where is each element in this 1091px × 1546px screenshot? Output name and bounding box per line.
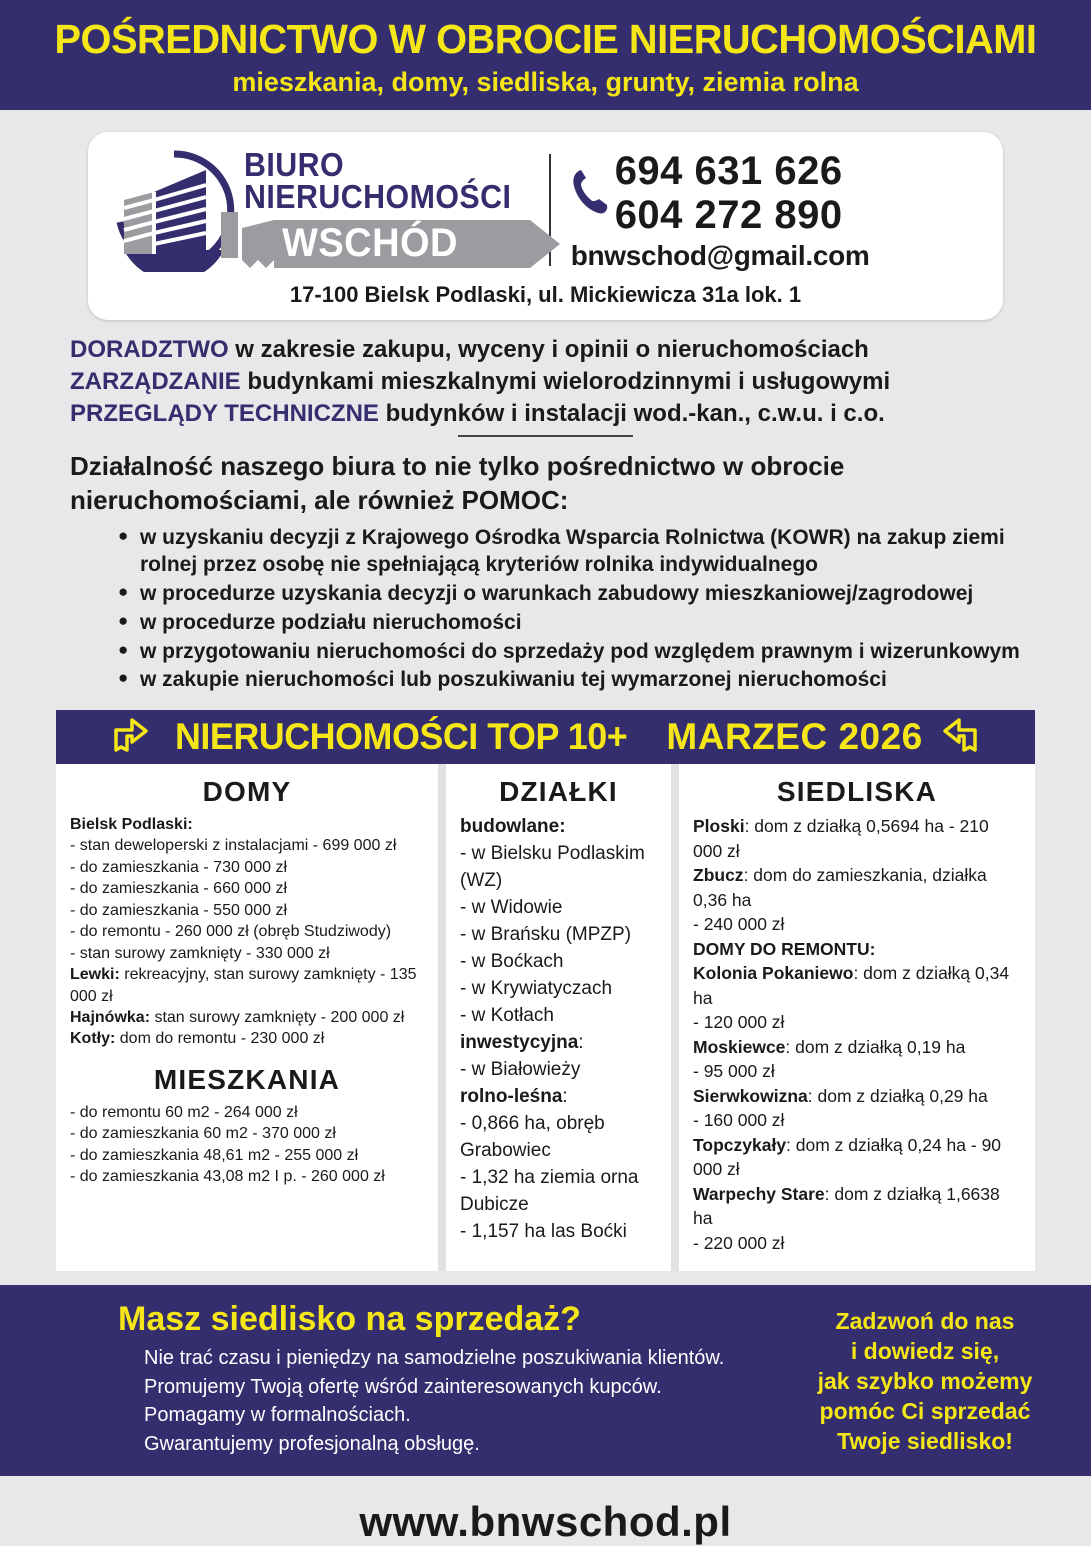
item-label: budowlane: <box>460 816 566 838</box>
list-item-label: w zakupie nieruchomości lub poszukiwaniu tej wymarzonej nieruchomości <box>140 668 887 692</box>
dzialki-items <box>460 814 657 1246</box>
list-item <box>693 1133 1021 1182</box>
listings-column-siedliska <box>679 764 1035 1271</box>
services-list <box>70 334 1021 437</box>
key-shape <box>238 216 535 272</box>
item-text: - w Krywiatyczach <box>460 977 613 999</box>
item-text: stan surowy zamknięty - 200 000 zł <box>150 1008 405 1026</box>
arrow-up-left-icon <box>941 716 979 759</box>
website-url[interactable]: www.bnwschod.pl <box>359 1498 732 1545</box>
contact-block <box>571 149 981 273</box>
list-item <box>70 814 424 835</box>
cta-headline: Masz siedlisko na sprzedaż? <box>118 1300 581 1339</box>
item-text: - 120 000 zł <box>693 1012 785 1033</box>
item-label: Warpechy Stare <box>693 1183 825 1204</box>
service-item <box>70 334 1021 366</box>
list-item <box>693 814 1021 863</box>
item-label: Moskiewce <box>693 1036 786 1057</box>
banner-title: NIERUCHOMOŚCI TOP 10+ <box>175 716 628 758</box>
listings-container <box>56 764 1035 1271</box>
item-label: Kotły: <box>70 1030 116 1048</box>
item-text: : <box>562 1085 568 1107</box>
page-title: POŚREDNICTWO W OBROCIE NIERUCHOMOŚCIAMI <box>54 16 1037 62</box>
item-label: DOMY DO REMONTU: <box>693 938 876 959</box>
item-label: inwestycyjna <box>460 1031 579 1053</box>
item-label: Hajnówka: <box>70 1008 151 1026</box>
list-item <box>460 895 657 922</box>
phone-number-1[interactable]: 694 631 626 <box>614 148 843 193</box>
cta-right-block <box>781 1301 1091 1458</box>
list-item: - do zamieszkania 43,08 m2 I p. - 260 000 zł <box>70 1168 385 1186</box>
item-text: - do remontu - 260 000 zł (obręb Studziwody) <box>70 923 392 941</box>
logo-contact-card <box>88 132 1003 320</box>
email-address[interactable]: bnwschod@gmail.com <box>570 240 870 272</box>
item-text: - w Kotłach <box>460 1004 554 1026</box>
item-text: - do zamieszkania - 730 000 zł <box>70 858 287 876</box>
cta-right-line: Zadzwoń do nas <box>835 1308 1015 1335</box>
list-item <box>70 964 424 1007</box>
list-item-label: w procedurze podziału nieruchomości <box>140 610 522 634</box>
item-text: - 0,866 ha, obręb Grabowiec <box>460 1112 605 1161</box>
list-item <box>70 857 424 878</box>
help-bullet-list <box>118 524 1021 694</box>
page-subtitle: mieszkania, domy, siedliska, grunty, ziemia rolna <box>232 67 859 98</box>
list-item <box>70 1007 424 1028</box>
list-item <box>118 609 1021 637</box>
cta-right-line: Twoje siedlisko! <box>837 1427 1013 1454</box>
item-text: - w Białowieży <box>460 1058 581 1080</box>
item-text: - do zamieszkania - 660 000 zł <box>70 880 287 898</box>
item-text: - 240 000 zł <box>693 914 785 935</box>
list-item <box>118 666 1021 694</box>
list-item-label: w uzyskaniu decyzji z Krajowego Ośrodka Wsparcia Rolnictwa (KOWR) na zakup ziemi rolnej przez osobę nie spełniającą kryteriów rolnika indywidualnego <box>140 525 1005 577</box>
item-text: - 160 000 zł <box>693 1110 785 1131</box>
service-text: budynków i instalacji wod.-kan., c.w.u. i c.o. <box>378 400 885 428</box>
item-text: - w Bielsku Podlaskim (WZ) <box>460 843 645 891</box>
list-item: - do remontu 60 m2 - 264 000 zł <box>70 1103 298 1121</box>
list-item <box>460 1084 657 1111</box>
logo-block <box>110 145 535 272</box>
list-item <box>460 1003 657 1030</box>
list-item <box>70 900 424 921</box>
item-text: - w Widowie <box>460 896 563 918</box>
cta-body-line: Pomagamy w formalnościach. <box>144 1404 411 1427</box>
list-item <box>693 1035 1021 1060</box>
item-text: : dom z działką 0,24 ha - 90 000 zł <box>693 1134 1002 1180</box>
domy-items <box>70 814 424 1050</box>
item-text: - do zamieszkania - 550 000 zł <box>70 901 287 919</box>
item-text: : dom z działką 0,5694 ha - 210 000 zł <box>693 816 989 861</box>
bullet-dot-icon: ● <box>118 610 129 630</box>
item-label: Lewki: <box>70 966 120 984</box>
list-item-label: w procedurze uzyskania decyzji o warunkach zabudowy mieszkaniowej/zagrodowej <box>140 582 974 606</box>
phone-icon <box>571 167 615 220</box>
list-item <box>460 922 657 949</box>
siedliska-items <box>693 814 1021 1255</box>
list-item-label: w przygotowaniu nieruchomości do sprzedaży pod względem prawnym i wizerunkowym <box>140 639 1020 663</box>
brand-line-2: NIERUCHOMOŚCI <box>244 177 512 215</box>
list-item: - do zamieszkania 60 m2 - 370 000 zł <box>70 1125 336 1143</box>
item-text: dom do remontu - 230 000 zł <box>115 1030 325 1048</box>
column-title: SIEDLISKA <box>776 776 938 808</box>
item-text: - 95 000 zł <box>693 1061 775 1082</box>
banner-month: MARZEC 2026 <box>666 716 923 758</box>
list-item <box>460 841 657 895</box>
service-keyword: ZARZĄDZANIE <box>70 368 241 396</box>
bullet-dot-icon: ● <box>118 668 129 688</box>
list-item <box>693 1084 1021 1109</box>
service-keyword: PRZEGLĄDY TECHNICZNE <box>70 400 379 428</box>
phone-number-2[interactable]: 604 272 890 <box>614 193 843 238</box>
item-label: Sierwkowizna <box>693 1085 808 1106</box>
section-divider <box>458 435 633 437</box>
service-text: w zakresie zakupu, wyceny i opinii o nieruchomościach <box>228 336 869 364</box>
item-label: Topczykały <box>693 1134 787 1155</box>
mieszkania-items <box>70 1102 424 1188</box>
listings-column-domy <box>56 764 438 1271</box>
list-item <box>460 1030 657 1057</box>
item-text: : dom z działką 0,34 ha <box>693 963 1010 1008</box>
service-text: budynkami mieszkalnymi wielorodzinnymi i usługowymi <box>240 368 891 396</box>
cta-left-block <box>0 1301 781 1458</box>
header-banner <box>0 0 1091 110</box>
brand-key-label: WSCHÓD <box>282 220 458 265</box>
column-title: DZIAŁKI <box>499 776 618 808</box>
item-text: - w Boćkach <box>460 950 564 972</box>
column-title: DOMY <box>202 776 292 808</box>
list-item <box>460 1111 657 1165</box>
top10-banner <box>56 710 1035 764</box>
item-text: : <box>578 1031 584 1053</box>
service-item <box>70 366 1021 398</box>
list-item <box>460 976 657 1003</box>
cta-right-line: jak szybko możemy <box>817 1367 1033 1394</box>
item-text: - w Brańsku (MPZP) <box>460 923 632 945</box>
bullet-dot-icon: ● <box>118 525 129 545</box>
item-label: Kolonia Pokaniewo <box>693 963 854 984</box>
column-subtitle: MIESZKANIA <box>153 1063 341 1095</box>
arrow-up-right-icon <box>112 716 150 759</box>
cta-body-line: Gwarantujemy profesjonalną obsługę. <box>144 1432 480 1455</box>
bullet-dot-icon: ● <box>118 582 129 602</box>
list-item <box>460 949 657 976</box>
list-item <box>460 814 657 841</box>
list-item <box>70 878 424 899</box>
item-text: - stan deweloperski z instalacjami - 699 000 zł <box>70 837 397 855</box>
building-icon <box>110 148 238 272</box>
cta-body-line: Nie trać czasu i pieniędzy na samodzielne poszukiwania klientów. <box>144 1347 725 1370</box>
item-text: rekreacyjny, stan surowy zamknięty - 135 000 zł <box>70 966 417 1005</box>
item-text: - 220 000 zł <box>693 1232 785 1253</box>
item-text: - 1,32 ha ziemia orna Dubicze <box>460 1166 639 1215</box>
list-item <box>70 835 424 856</box>
list-item <box>118 638 1021 666</box>
item-text: : dom z działką 1,6638 ha <box>693 1183 1000 1229</box>
list-item <box>70 1028 424 1049</box>
list-item <box>460 1057 657 1084</box>
intro-paragraph: Działalność naszego biura to nie tylko pośrednictwo w obrocie nieruchomościami, ale również POMOC: <box>70 451 845 516</box>
item-text: : dom do zamieszkania, działka 0,36 ha <box>693 865 987 910</box>
footer <box>0 1476 1091 1546</box>
item-text: - stan surowy zamknięty - 330 000 zł <box>70 944 330 962</box>
service-keyword: DORADZTWO <box>70 336 229 364</box>
list-item <box>693 912 1021 937</box>
brand-line-1: BIURO <box>244 145 345 183</box>
cta-body-line: Promujemy Twoją ofertę wśród zainteresowanych kupców. <box>144 1375 662 1398</box>
list-item <box>70 921 424 942</box>
list-item <box>693 1010 1021 1035</box>
cta-right-line: pomóc Ci sprzedać <box>819 1397 1031 1424</box>
cta-section <box>0 1285 1091 1476</box>
bullet-dot-icon: ● <box>118 639 129 659</box>
cta-right-line: i dowiedz się, <box>850 1337 1000 1364</box>
item-label: Bielsk Podlaski: <box>70 816 193 834</box>
list-item <box>118 580 1021 608</box>
list-item <box>693 1108 1021 1133</box>
list-item <box>693 961 1021 1010</box>
service-item <box>70 398 1021 430</box>
list-item <box>693 937 1021 962</box>
office-address: 17-100 Bielsk Podlaski, ul. Mickiewicza 31a lok. 1 <box>289 282 802 308</box>
list-item <box>693 1231 1021 1256</box>
item-label: Ploski <box>693 816 745 837</box>
listings-column-dzialki <box>446 764 671 1271</box>
list-item <box>460 1219 657 1246</box>
item-label: Zbucz <box>693 865 744 886</box>
item-text: : dom z działką 0,19 ha <box>785 1036 966 1057</box>
list-item <box>693 1059 1021 1084</box>
list-item <box>118 524 1021 579</box>
item-label: rolno-leśna <box>460 1085 563 1107</box>
list-item: - do zamieszkania 48,61 m2 - 255 000 zł <box>70 1146 359 1164</box>
item-text: - 1,157 ha las Boćki <box>460 1220 627 1242</box>
list-item <box>460 1165 657 1219</box>
list-item <box>70 943 424 964</box>
list-item <box>693 1182 1021 1231</box>
item-text: : dom z działką 0,29 ha <box>807 1085 988 1106</box>
list-item <box>693 863 1021 912</box>
